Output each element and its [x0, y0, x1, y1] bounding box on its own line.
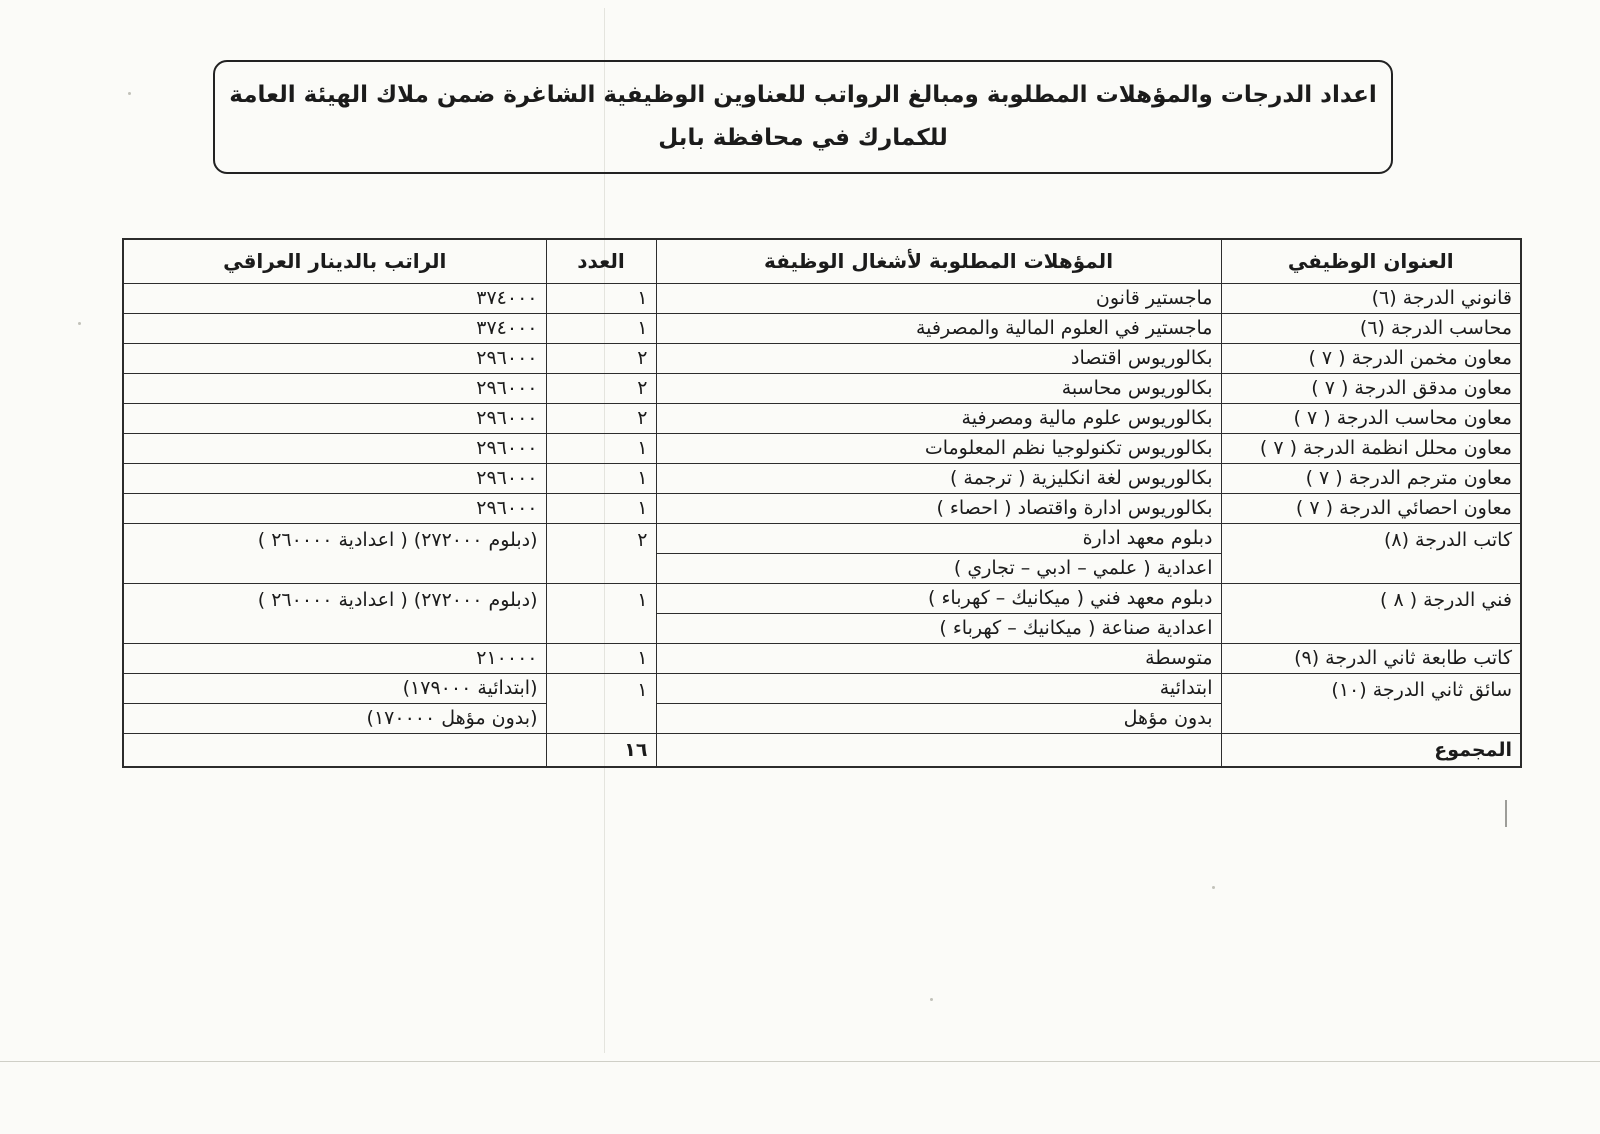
qualification-cell: بكالوريوس اقتصاد — [656, 343, 1221, 373]
salary-cell: (دبلوم ٢٧٢٠٠٠) ( اعدادية ٢٦٠٠٠٠ ) — [123, 583, 546, 643]
document-title-box — [213, 60, 1393, 174]
stray-pen-mark — [1505, 800, 1507, 827]
qualification-cell: دبلوم معهد ادارة — [656, 523, 1221, 553]
job-title-cell: كاتب طابعة ثاني الدرجة (٩) — [1221, 643, 1521, 673]
count-cell: ١٦ — [546, 733, 656, 767]
qualification-cell — [656, 733, 1221, 767]
salary-cell: ٢٩٦٠٠٠ — [123, 493, 546, 523]
count-cell: ٢ — [546, 523, 656, 583]
table-row — [123, 463, 1521, 493]
salary-cell: ٢٩٦٠٠٠ — [123, 373, 546, 403]
job-title-cell: قانوني الدرجة (٦) — [1221, 283, 1521, 313]
table-row — [123, 313, 1521, 343]
count-cell: ٢ — [546, 343, 656, 373]
salary-cell — [123, 733, 546, 767]
table-row — [123, 583, 1521, 613]
scan-speck — [78, 322, 81, 325]
scan-speck — [128, 92, 131, 95]
scan-artifact-line — [0, 1061, 1600, 1062]
job-title-cell: معاون مخمن الدرجة ( ٧ ) — [1221, 343, 1521, 373]
job-title-cell: معاون احصائي الدرجة ( ٧ ) — [1221, 493, 1521, 523]
count-cell: ١ — [546, 643, 656, 673]
qualification-cell: ماجستير في العلوم المالية والمصرفية — [656, 313, 1221, 343]
qualification-cell: ماجستير قانون — [656, 283, 1221, 313]
salary-cell: (ابتدائية ١٧٩٠٠٠) — [123, 673, 546, 703]
salary-cell: (بدون مؤهل ١٧٠٠٠٠) — [123, 703, 546, 733]
job-title-cell: معاون محاسب الدرجة ( ٧ ) — [1221, 403, 1521, 433]
table-row — [123, 643, 1521, 673]
salary-cell: (دبلوم ٢٧٢٠٠٠) ( اعدادية ٢٦٠٠٠٠ ) — [123, 523, 546, 583]
table-row — [123, 373, 1521, 403]
count-cell: ١ — [546, 313, 656, 343]
count-cell: ١ — [546, 493, 656, 523]
table-row — [123, 343, 1521, 373]
job-title-cell: كاتب الدرجة (٨) — [1221, 523, 1521, 583]
qualification-cell: متوسطة — [656, 643, 1221, 673]
total-row — [123, 733, 1521, 767]
table-row — [123, 493, 1521, 523]
job-title-cell: معاون محلل انظمة الدرجة ( ٧ ) — [1221, 433, 1521, 463]
count-cell: ١ — [546, 433, 656, 463]
count-cell: ١ — [546, 283, 656, 313]
qualification-cell: بدون مؤهل — [656, 703, 1221, 733]
document-title-line-1: اعداد الدرجات والمؤهلات المطلوبة ومبالغ الرواتب للعناوين الوظيفية الشاغرة ضمن ملاك الهيئة العامة — [229, 82, 1377, 109]
qualification-cell: اعدادية ( علمي – ادبي – تجاري ) — [656, 553, 1221, 583]
job-title-cell: محاسب الدرجة (٦) — [1221, 313, 1521, 343]
scan-speck — [1212, 886, 1215, 889]
count-cell: ٢ — [546, 373, 656, 403]
header-salary: الراتب بالدينار العراقي — [123, 239, 546, 283]
qualification-cell: اعدادية صناعة ( ميكانيك – كهرباء ) — [656, 613, 1221, 643]
table-row — [123, 283, 1521, 313]
document-title-line-2: للكمارك في محافظة بابل — [658, 125, 948, 151]
count-cell: ٢ — [546, 403, 656, 433]
table-body — [123, 283, 1521, 767]
qualification-cell: بكالوريوس لغة انكليزية ( ترجمة ) — [656, 463, 1221, 493]
table-row — [123, 403, 1521, 433]
salary-cell: ٢١٠٠٠٠ — [123, 643, 546, 673]
qualification-cell: بكالوريوس علوم مالية ومصرفية — [656, 403, 1221, 433]
scan-speck — [930, 998, 933, 1001]
salary-cell: ٣٧٤٠٠٠ — [123, 283, 546, 313]
salary-cell: ٢٩٦٠٠٠ — [123, 343, 546, 373]
staffing-table — [122, 238, 1522, 768]
qualification-cell: بكالوريوس محاسبة — [656, 373, 1221, 403]
job-title-cell: معاون مترجم الدرجة ( ٧ ) — [1221, 463, 1521, 493]
count-cell: ١ — [546, 673, 656, 733]
salary-cell: ٢٩٦٠٠٠ — [123, 433, 546, 463]
table-row — [123, 523, 1521, 553]
qualification-cell: بكالوريوس ادارة واقتصاد ( احصاء ) — [656, 493, 1221, 523]
table-header-row — [123, 239, 1521, 283]
job-title-cell: المجموع — [1221, 733, 1521, 767]
salary-cell: ٢٩٦٠٠٠ — [123, 463, 546, 493]
header-qualifications: المؤهلات المطلوبة لأشغال الوظيفة — [656, 239, 1221, 283]
table-row — [123, 433, 1521, 463]
header-count: العدد — [546, 239, 656, 283]
salary-cell: ٣٧٤٠٠٠ — [123, 313, 546, 343]
qualification-cell: بكالوريوس تكنولوجيا نظم المعلومات — [656, 433, 1221, 463]
qualification-cell: ابتدائية — [656, 673, 1221, 703]
job-title-cell: معاون مدقق الدرجة ( ٧ ) — [1221, 373, 1521, 403]
table-row — [123, 673, 1521, 703]
job-title-cell: سائق ثاني الدرجة (١٠) — [1221, 673, 1521, 733]
count-cell: ١ — [546, 583, 656, 643]
salary-cell: ٢٩٦٠٠٠ — [123, 403, 546, 433]
header-job-title: العنوان الوظيفي — [1221, 239, 1521, 283]
count-cell: ١ — [546, 463, 656, 493]
qualification-cell: دبلوم معهد فني ( ميكانيك – كهرباء ) — [656, 583, 1221, 613]
job-title-cell: فني الدرجة ( ٨ ) — [1221, 583, 1521, 643]
